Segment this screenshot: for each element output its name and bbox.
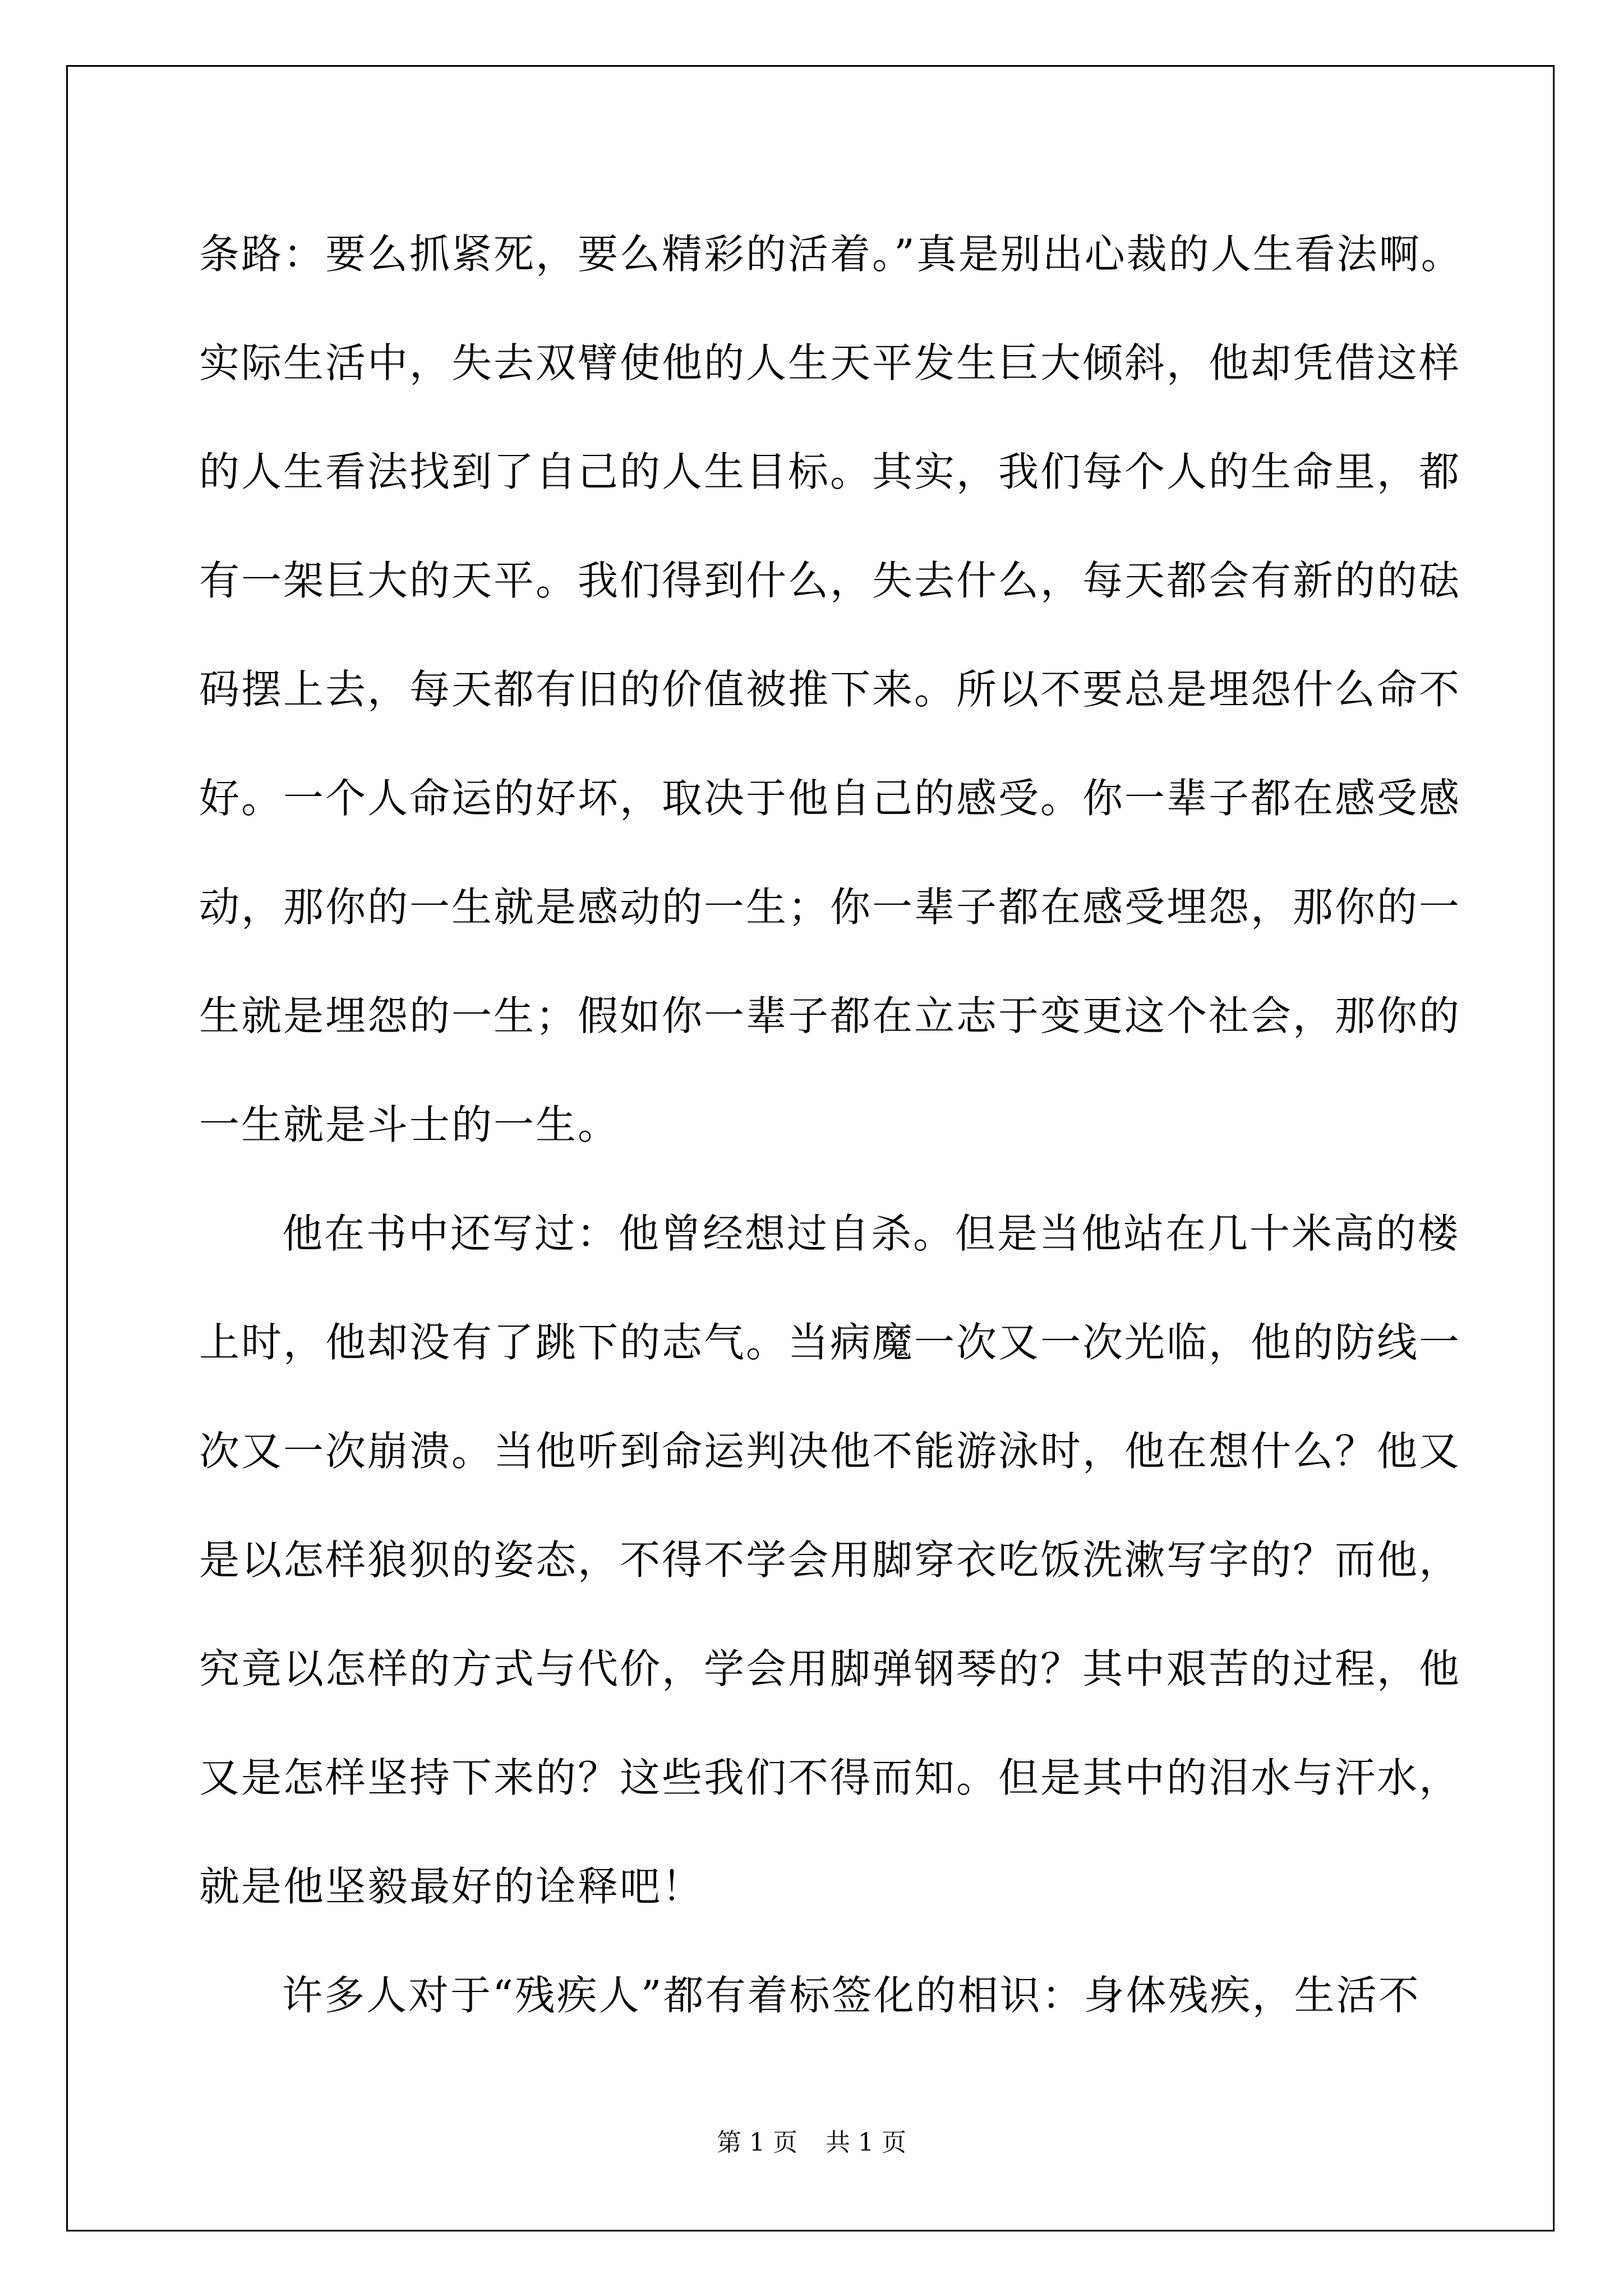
text-line: 的人生看法找到了自己的人生目标。其实，我们每个人的生命里，都	[199, 448, 1461, 495]
text-line: 条路：要么抓紧死，要么精彩的活着。”真是别出心裁的人生看法啊。	[199, 231, 1463, 278]
text-line: 动，那你的一生就是感动的一生；你一辈子都在感受埋怨，那你的一	[199, 884, 1461, 931]
text-line: 是以怎样狼狈的姿态，不得不学会用脚穿衣吃饭洗漱写字的？而他，	[199, 1536, 1461, 1584]
document-body	[199, 200, 1463, 2050]
text-line: 好。一个人命运的好坏，取决于他自己的感受。你一辈子都在感受感	[199, 775, 1461, 822]
text-line: 就是他坚毅最好的诠释吧！	[199, 1863, 704, 1910]
text-line: 究竟以怎样的方式与代价，学会用脚弹钢琴的？其中艰苦的过程，他	[199, 1645, 1461, 1692]
text-line: 实际生活中，失去双臂使他的人生天平发生巨大倾斜，他却凭借这样	[199, 339, 1461, 386]
text-line: 次又一次崩溃。当他听到命运判决他不能游泳时，他在想什么？他又	[199, 1428, 1461, 1475]
text-line: 又是怎样坚持下来的？这些我们不得而知。但是其中的泪水与汗水，	[199, 1754, 1461, 1801]
page-number: 第 1 页	[717, 2128, 797, 2157]
page-footer	[0, 2126, 1623, 2160]
text-line: 生就是埋怨的一生；假如你一辈子都在立志于变更这个社会，那你的	[199, 992, 1461, 1039]
text-line: 许多人对于“残疾人”都有着标签化的相识：身体残疾，生活不	[282, 1972, 1421, 2019]
text-line: 码摆上去，每天都有旧的价值被推下来。所以不要总是埋怨什么命不	[199, 666, 1461, 713]
text-line: 一生就是斗士的一生。	[199, 1101, 620, 1148]
page-total: 共 1 页	[826, 2128, 906, 2157]
text-line: 上时，他却没有了跳下的志气。当病魔一次又一次光临，他的防线一	[199, 1319, 1461, 1366]
text-line: 他在书中还写过：他曾经想过自杀。但是当他站在几十米高的楼	[282, 1210, 1460, 1257]
text-line: 有一架巨大的天平。我们得到什么，失去什么，每天都会有新的的砝	[199, 557, 1461, 604]
